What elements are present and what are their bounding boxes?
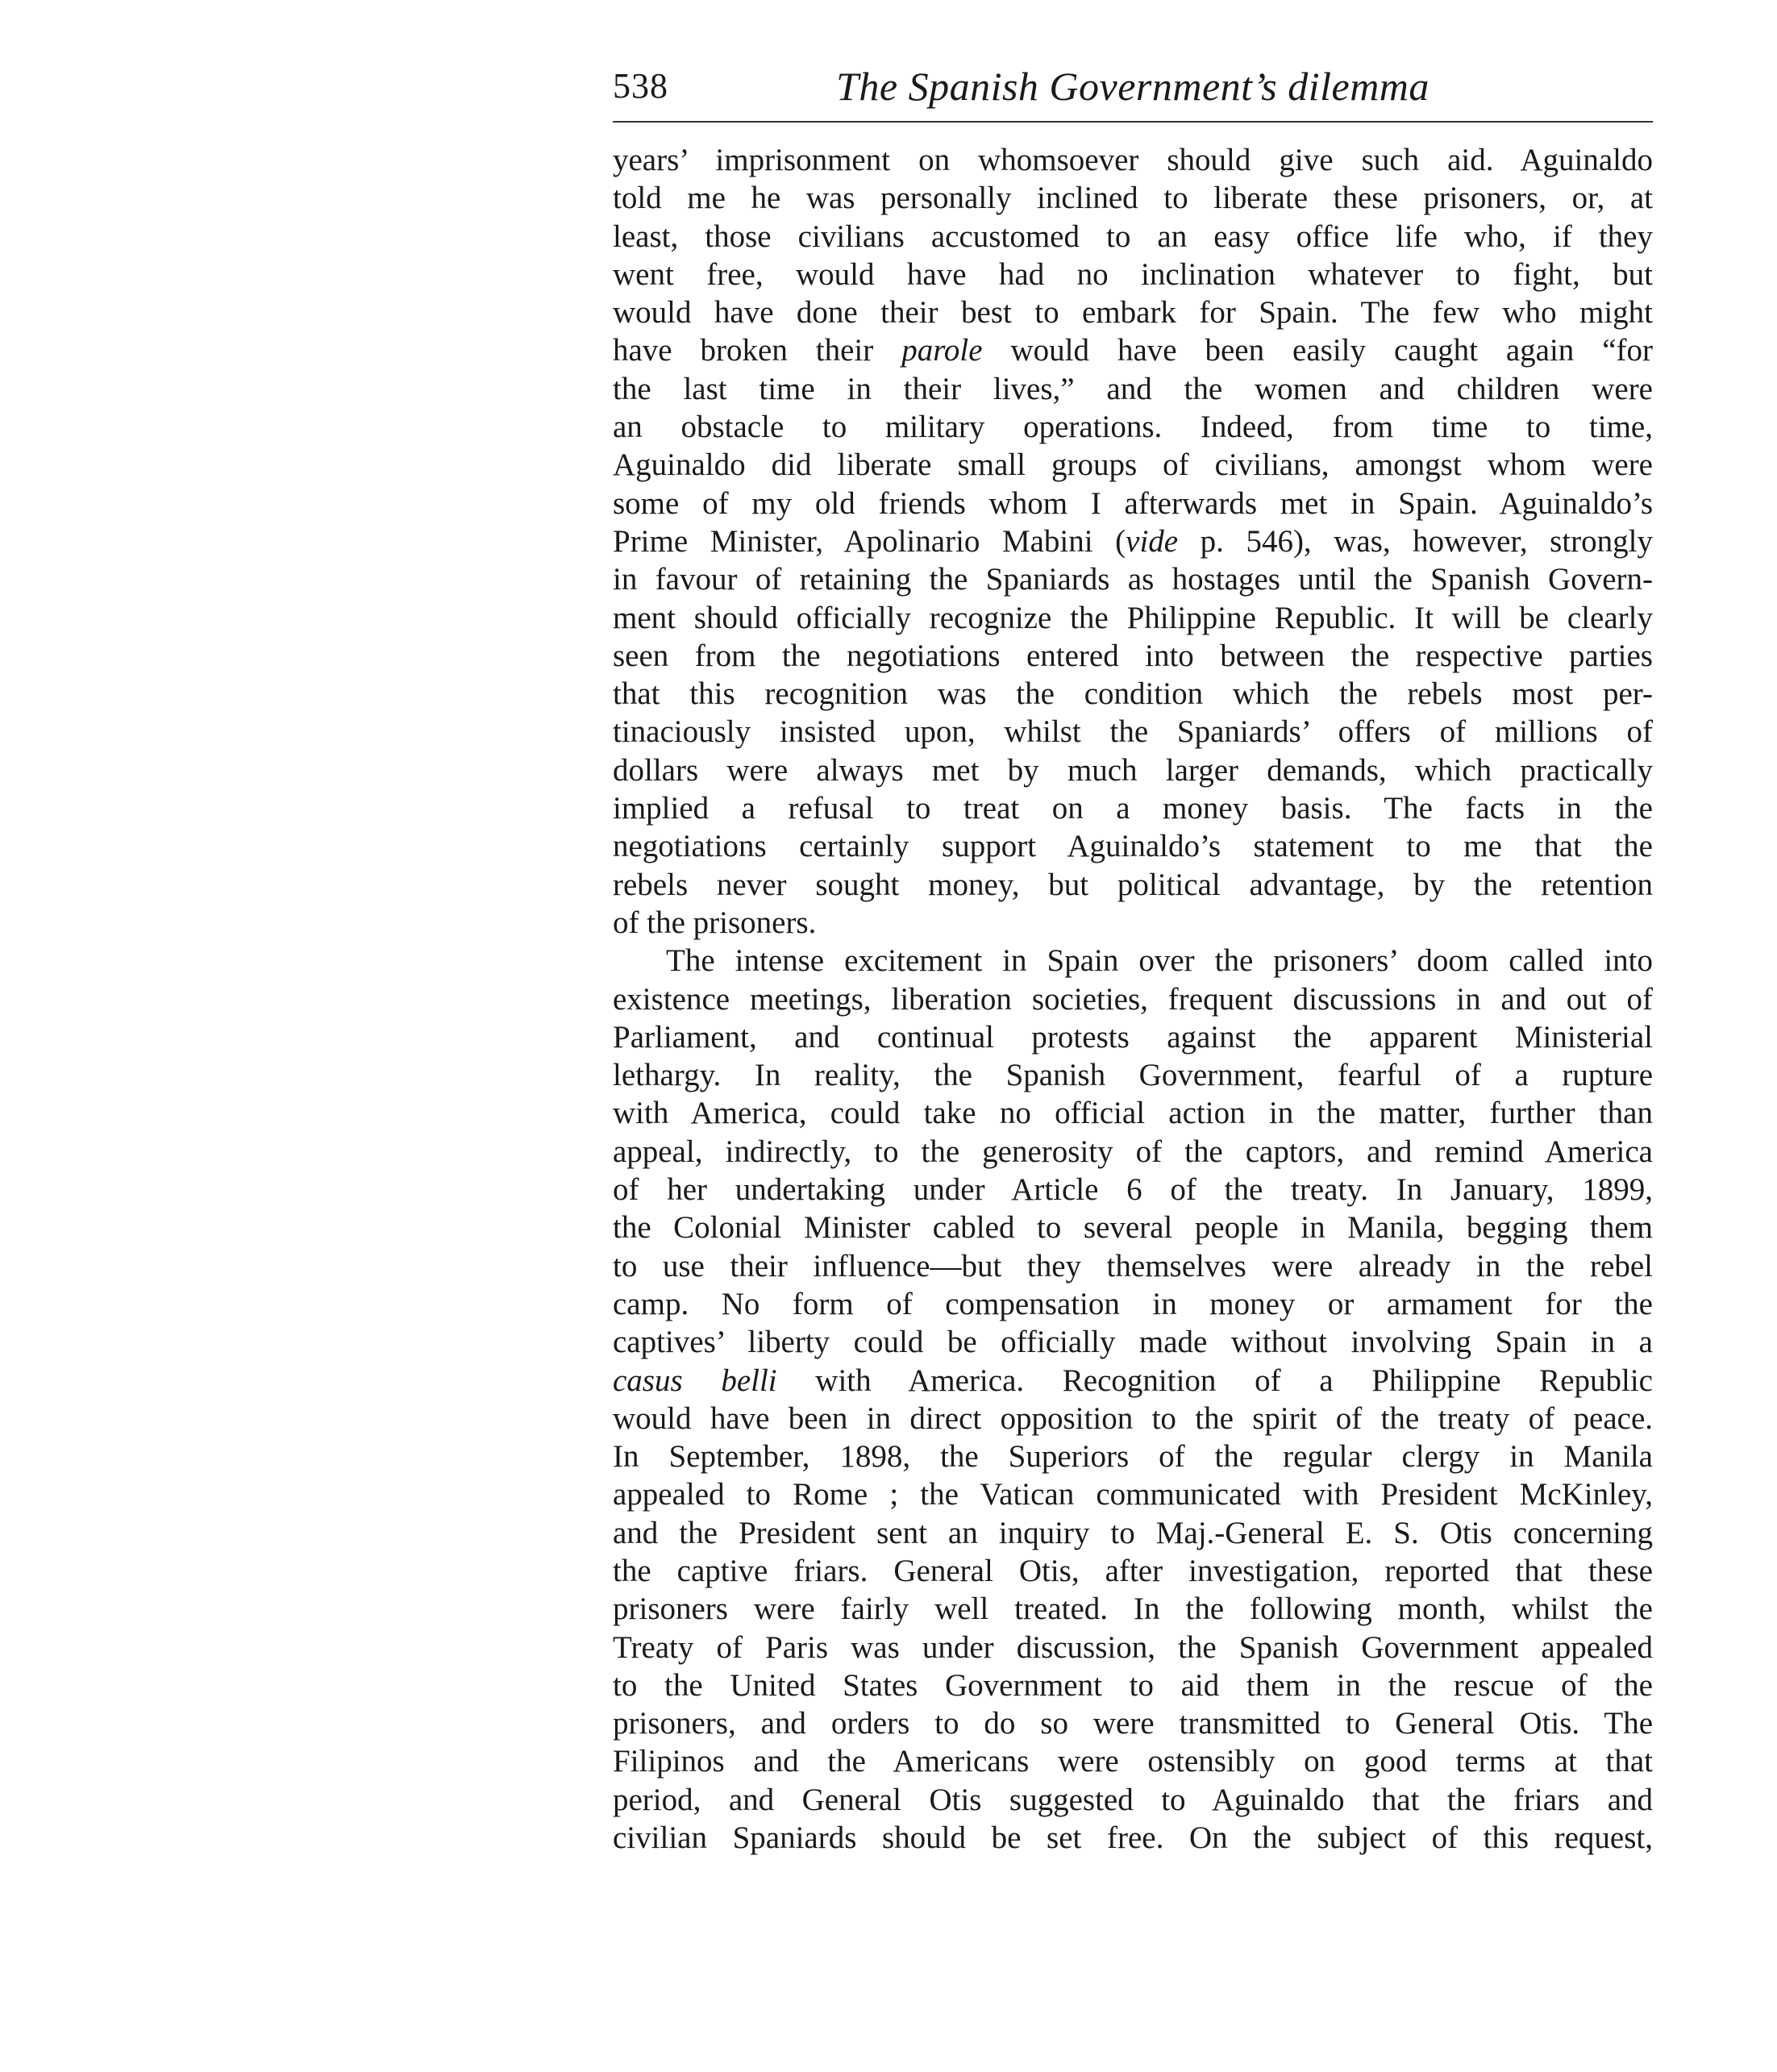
text-line [613, 218, 1653, 256]
text-segment: of the prisoners. [613, 905, 817, 940]
text-segment: prisoners, and orders to do so were transmitted to General Otis. The [613, 1706, 1653, 1741]
body-text [613, 141, 1653, 1857]
text-line [613, 789, 1653, 827]
text-line [613, 1590, 1653, 1628]
text-line [613, 141, 1653, 179]
text-line [613, 1666, 1653, 1704]
text-segment: Treaty of Paris was under discussion, the Spanish Government appealed [613, 1629, 1653, 1665]
text-line [613, 1629, 1653, 1666]
italic-text: parole [901, 333, 983, 368]
text-segment: The intense excitement in Spain over the prisoners’ doom called into [666, 943, 1653, 979]
text-line [613, 1552, 1653, 1590]
text-segment: tinaciously insisted upon, whilst the Spaniards’ offers of millions of [613, 714, 1653, 750]
text-line [613, 446, 1653, 484]
text-segment: some of my old friends whom I afterwards met in Spain. Aguinaldo’s [613, 485, 1653, 521]
text-segment: went free, would have had no inclination whatever to fight, but [613, 256, 1653, 292]
text-segment: civilian Spaniards should be set free. On the subject of this request, [613, 1820, 1653, 1856]
text-segment: rebels never sought money, but political advantage, by the retention [613, 867, 1653, 902]
text-segment: would have been easily caught again “for [982, 333, 1653, 368]
text-segment: camp. No form of compensation in money or armament for the [613, 1286, 1653, 1321]
text-line [613, 1209, 1653, 1246]
text-line [613, 1781, 1653, 1819]
text-line [613, 1171, 1653, 1209]
text-segment: and the President sent an inquiry to Maj.-General E. S. Otis concerning [613, 1515, 1653, 1550]
text-line [613, 179, 1653, 217]
text-line [613, 560, 1653, 598]
text-line [613, 751, 1653, 789]
text-line [613, 485, 1653, 522]
italic-text: casus belli [613, 1363, 777, 1398]
text-line [613, 637, 1653, 675]
header-rule [613, 121, 1653, 123]
text-segment: in favour of retaining the Spaniards as hostages until the Spanish Govern- [613, 562, 1653, 597]
text-segment: to the United States Government to aid them in the rescue of the [613, 1667, 1653, 1703]
text-segment: would have done their best to embark for Spain. The few who might [613, 295, 1653, 331]
text-line [613, 827, 1653, 865]
text-segment: period, and General Otis suggested to Aguinaldo that the friars and [613, 1782, 1653, 1817]
text-segment: lethargy. In reality, the Spanish Government, fearful of a rupture [613, 1058, 1653, 1093]
text-segment: Aguinaldo did liberate small groups of civilians, amongst whom were [613, 447, 1653, 483]
running-title: The Spanish Government’s dilemma [836, 64, 1430, 109]
text-line [613, 256, 1653, 293]
text-segment: to use their influence—but they themselves were already in the rebel [613, 1248, 1653, 1284]
text-segment: ment should officially recognize the Philippine Republic. It will be clearly [613, 600, 1653, 635]
text-line [613, 1094, 1653, 1132]
paragraph [613, 942, 1653, 1857]
text-segment: negotiations certainly support Aguinaldo’s statement to me that the [613, 829, 1653, 864]
text-segment: In September, 1898, the Superiors of the regular clergy in Manila [613, 1439, 1653, 1475]
text-line [613, 1323, 1653, 1361]
text-segment: dollars were always met by much larger demands, which practically [613, 752, 1653, 788]
text-segment: implied a refusal to treat on a money basis. The facts in the [613, 791, 1653, 826]
text-segment: Filipinos and the Americans were ostensibly on good terms at that [613, 1744, 1653, 1779]
text-segment: Prime Minister, Apolinario Mabini ( [613, 523, 1126, 559]
text-line [613, 713, 1653, 751]
text-segment: told me he was personally inclined to liberate these prisoners, or, at [613, 181, 1653, 216]
text-line [613, 1056, 1653, 1094]
text-line [613, 1438, 1653, 1475]
text-line [613, 1247, 1653, 1285]
text-segment: that this recognition was the condition which the rebels most per- [613, 676, 1653, 712]
italic-text: vide [1126, 523, 1179, 559]
text-segment: Parliament, and continual protests against the apparent Ministerial [613, 1019, 1653, 1055]
text-line [613, 980, 1653, 1018]
text-segment: appealed to Rome ; the Vatican communicated with President McKinley, [613, 1477, 1653, 1512]
text-line [613, 1285, 1653, 1323]
running-head [613, 58, 1653, 114]
text-segment: of her undertaking under Article 6 of the treaty. In January, 1899, [613, 1172, 1653, 1208]
text-line [613, 1400, 1653, 1438]
text-line [613, 599, 1653, 637]
text-segment: an obstacle to military operations. Indeed, from time to time, [613, 410, 1653, 445]
text-segment: with America, could take no official action in the matter, further than [613, 1096, 1653, 1131]
text-segment: seen from the negotiations entered into between the respective parties [613, 638, 1653, 673]
paragraph [613, 141, 1653, 942]
text-segment: appeal, indirectly, to the generosity of the captors, and remind America [613, 1134, 1653, 1169]
text-segment: would have been in direct opposition to the spirit of the treaty of peace. [613, 1400, 1653, 1436]
text-line [613, 1475, 1653, 1513]
text-line [613, 1704, 1653, 1742]
text-line [613, 522, 1653, 560]
text-segment: the last time in their lives,” and the women and children were [613, 371, 1653, 406]
text-line [613, 1018, 1653, 1056]
text-line [613, 1819, 1653, 1857]
text-segment: captives’ liberty could be officially made without involving Spain in a [613, 1325, 1653, 1360]
text-segment: the Colonial Minister cabled to several people in Manila, begging them [613, 1210, 1653, 1246]
text-line [613, 866, 1653, 904]
text-segment: least, those civilians accustomed to an easy office life who, if they [613, 218, 1653, 254]
text-line [613, 293, 1653, 331]
text-segment: p. 546), was, however, strongly [1178, 523, 1653, 559]
text-line [613, 408, 1653, 446]
text-segment: with America. Recognition of a Philippine Republic [776, 1363, 1653, 1398]
text-line [613, 1362, 1653, 1400]
text-line [613, 331, 1653, 369]
text-segment: existence meetings, liberation societies, frequent discussions in and out of [613, 981, 1653, 1017]
text-segment: have broken their [613, 333, 902, 368]
text-line [613, 942, 1653, 980]
text-segment: the captive friars. General Otis, after investigation, reported that these [613, 1553, 1653, 1588]
text-line [613, 1514, 1653, 1552]
text-segment: prisoners were fairly well treated. In the following month, whilst the [613, 1591, 1653, 1627]
text-segment: years’ imprisonment on whomsoever should give such aid. Aguinaldo [613, 143, 1653, 177]
page-number: 538 [613, 66, 668, 106]
text-line [613, 1742, 1653, 1780]
text-line [613, 675, 1653, 713]
text-line [613, 370, 1653, 408]
text-line [613, 1133, 1653, 1171]
text-line [613, 904, 1653, 942]
